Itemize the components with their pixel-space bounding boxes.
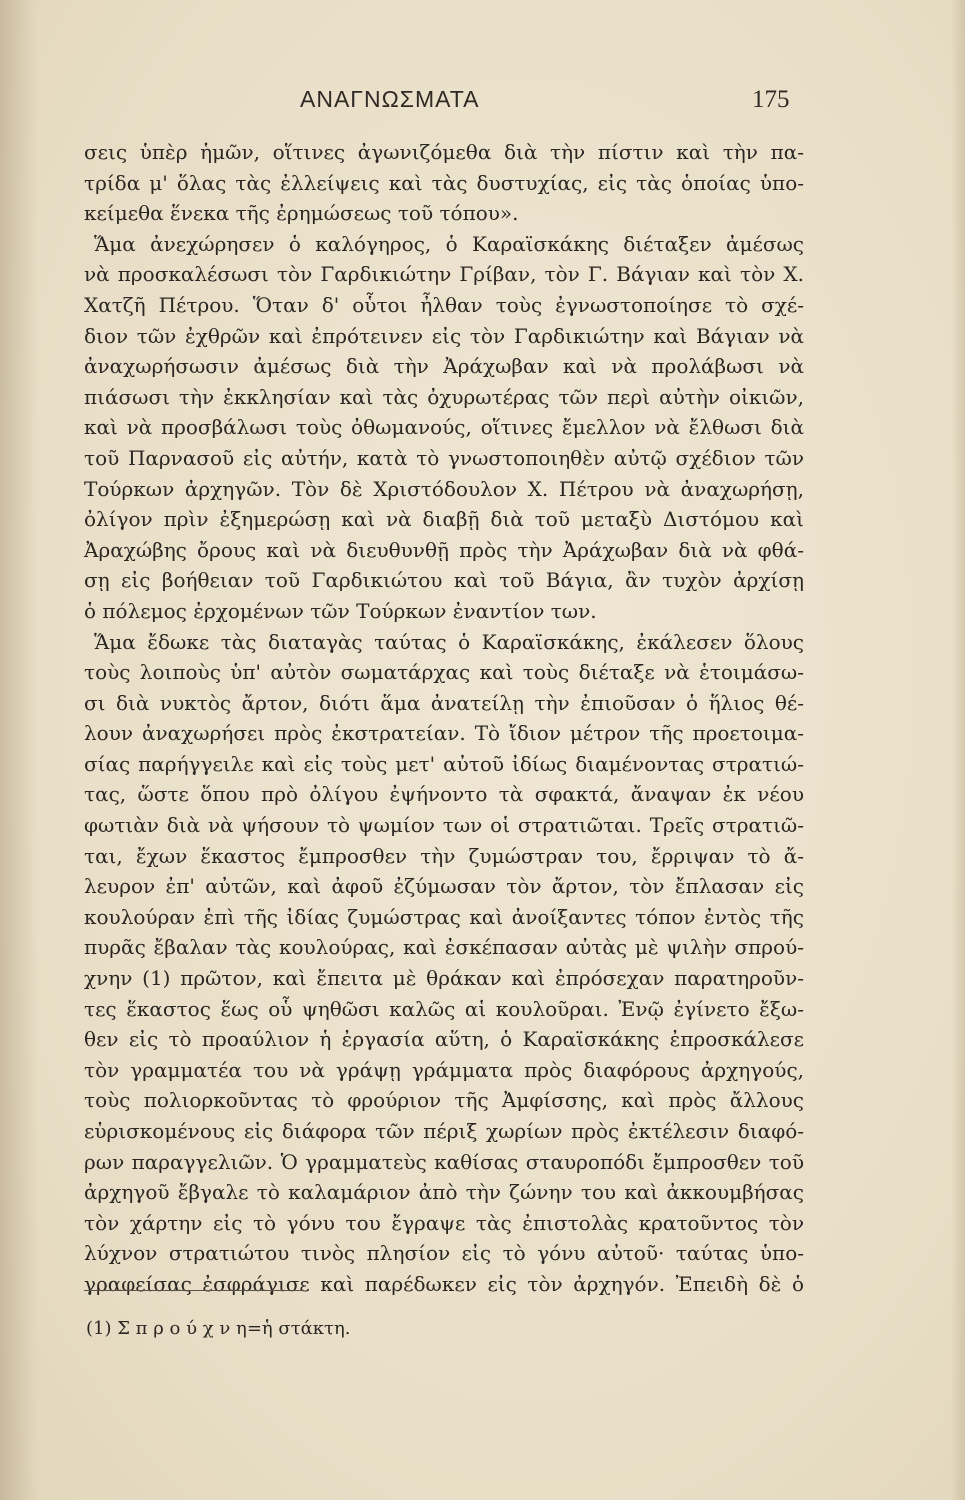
text-line: κείμεθα ἕνεκα τῆς ἐρημώσεως τοῦ τόπου». (84, 201, 519, 226)
text-line: νὰ προσκαλέσωσι τὸν Γαρδικιώτην Γρίβαν, τὸν Γ. Βάγιαν καὶ τὸν Χ. (84, 262, 804, 287)
text-line: γραφείσας ἐσφράγισε καὶ παρέδωκεν εἰς τὸν ἀρχηγόν. Ἐπειδὴ δὲ ὁ (84, 1271, 804, 1296)
text-line: τας, ὥστε ὅπου πρὸ ὀλίγου ἐψήνοντο τὰ σφακτά, ἄναψαν ἐκ νέου (84, 782, 804, 807)
footnote: (1) Σ π ρ ο ύ χ ν η=ἡ στάκτη. (86, 1318, 351, 1339)
text-line: Τούρκων ἀρχηγῶν. Τὸν δὲ Χριστόδουλον Χ. Πέτρου νὰ ἀναχωρήσῃ, (84, 476, 804, 501)
edge-shadow (951, 0, 965, 1500)
text-line: τοὺς λοιποὺς ὑπ' αὐτὸν σωματάρχας καὶ τοὺς διέταξε νὰ ἑτοιμάσω- (84, 660, 804, 685)
text-line: λουν ἀναχωρήσει πρὸς ἐκστρατείαν. Τὸ ἴδιον μέτρον τῆς προετοιμα- (84, 721, 804, 746)
text-line: πιάσωσι τὴν ἐκκλησίαν καὶ τὰς ὀχυρωτέρας τῶν περὶ αὐτὴν οἰκιῶν, (84, 384, 804, 409)
text-line: ὀλίγον πρὶν ἐξημερώσῃ καὶ νὰ διαβῇ διὰ τοῦ μεταξὺ Διστόμου καὶ (84, 507, 804, 532)
text-line: τες ἕκαστος ἕως οὗ ψηθῶσι καλῶς αἱ κουλοῦραι. Ἐνῷ ἐγίνετο ἔξω- (84, 996, 804, 1021)
text-line: Ἅμα ἔδωκε τὰς διαταγὰς ταύτας ὁ Καραϊσκάκης, ἐκάλεσεν ὅλους (94, 629, 804, 654)
text-line: χνην (1) πρῶτον, καὶ ἔπειτα μὲ θράκαν καὶ ἐπρόσεχαν παρατηροῦν- (84, 966, 804, 991)
text-line: σίας παρήγγειλε καὶ εἰς τοὺς μετ' αὐτοῦ ἰδίως διαμένοντας στρατιώ- (84, 751, 804, 776)
text-line: ἀναχωρήσωσιν ἀμέσως διὰ τὴν Ἀράχωβαν καὶ νὰ προλάβωσι νὰ (84, 354, 804, 379)
text-line: τὸν χάρτην εἰς τὸ γόνυ του ἔγραψε τὰς ἐπιστολὰς κρατοῦντος τὸν (84, 1210, 804, 1235)
gutter-shadow (0, 0, 38, 1500)
page-number: 175 (752, 86, 790, 113)
text-line: Χατζῆ Πέτρου. Ὅταν δ' οὗτοι ἦλθαν τοὺς ἐγνωστοποίησε τὸ σχέ- (84, 292, 804, 317)
text-line: πυρᾶς ἔβαλαν τὰς κουλούρας, καὶ ἐσκέπασαν αὐτὰς μὲ ψιλὴν σπρού- (84, 935, 804, 960)
text-line: ἀρχηγοῦ ἔβγαλε τὸ καλαμάριον ἀπὸ τὴν ζώνην του καὶ ἀκκουμβήσας (84, 1180, 804, 1205)
body-text (84, 137, 804, 1300)
text-line: λευρον ἐπ' αὐτῶν, καὶ ἀφοῦ ἐζύμωσαν τὸν ἄρτον, τὸν ἔπλασαν εἰς (84, 874, 804, 899)
text-line: ται, ἔχων ἕκαστος ἔμπροσθεν τὴν ζυμώστραν του, ἔρριψαν τὸ ἄ- (84, 843, 804, 868)
text-line: διον τῶν ἐχθρῶν καὶ ἐπρότεινεν εἰς τὸν Γαρδικιώτην καὶ Βάγιαν νὰ (84, 323, 804, 348)
text-line: λύχνον στρατιώτου τινὸς πλησίον εἰς τὸ γόνυ αὐτοῦ· ταύτας ὑπο- (84, 1241, 804, 1266)
text-line: τὸν γραμματέα του νὰ γράψῃ γράμματα πρὸς διαφόρους ἀρχηγούς, (84, 1057, 804, 1082)
text-line: Ἅμα ἀνεχώρησεν ὁ καλόγηρος, ὁ Καραϊσκάκης διέταξεν ἀμέσως (94, 231, 804, 256)
text-line: Ἀραχώβης ὄρους καὶ νὰ διευθυνθῇ πρὸς τὴν Ἀράχωβαν διὰ νὰ φθά- (84, 537, 804, 562)
text-line: καὶ νὰ προσβάλωσι τοὺς ὀθωμανούς, οἵτινες ἔμελλον νὰ ἔλθωσι διὰ (84, 415, 804, 440)
text-line: σι διὰ νυκτὸς ἄρτον, διότι ἅμα ἀνατείλῃ τὴν ἐπιοῦσαν ὁ ἥλιος θέ- (84, 690, 804, 715)
text-line: θεν εἰς τὸ προαύλιον ἡ ἐργασία αὕτη, ὁ Καραϊσκάκης ἐπροσκάλεσε (84, 1027, 804, 1052)
running-head: ΑΝΑΓΝΩΣΜΑΤΑ (300, 86, 480, 112)
text-line: φωτιὰν διὰ νὰ ψήσουν τὸ ψωμίον των οἱ στρατιῶται. Τρεῖς στρατιῶ- (84, 813, 804, 838)
text-line: σεις ὑπὲρ ἡμῶν, οἵτινες ἀγωνιζόμεθα διὰ τὴν πίστιν καὶ τὴν πα- (84, 140, 804, 164)
text-line: εὑρισκομένους εἰς διάφορα τῶν πέριξ χωρίων πρὸς ἐκτέλεσιν διαφό- (84, 1119, 804, 1143)
footnote-divider (84, 1290, 304, 1291)
text-line: κουλούραν ἐπὶ τῆς ἰδίας ζυμώστρας καὶ ἀνοίξαντες τόπον ἐντὸς τῆς (84, 904, 804, 929)
text-line: ρων παραγγελιῶν. Ὁ γραμματεὺς καθίσας σταυροπόδι ἔμπροσθεν τοῦ (84, 1149, 804, 1174)
text-line: τρίδα μ' ὅλας τὰς ἐλλείψεις καὶ τὰς δυστυχίας, εἰς τὰς ὁποίας ὑπο- (84, 170, 804, 195)
text-line: σῃ εἰς βοήθειαν τοῦ Γαρδικιώτου καὶ τοῦ Βάγια, ἂν τυχὸν ἀρχίσῃ (84, 568, 804, 593)
text-line: τοὺς πολιορκοῦντας τὸ φρούριον τῆς Ἀμφίσσης, καὶ πρὸς ἄλλους (84, 1088, 804, 1113)
text-line: ὁ πόλεμος ἐρχομένων τῶν Τούρκων ἐναντίον των. (84, 598, 597, 623)
text-line: τοῦ Παρνασοῦ εἰς αὐτήν, κατὰ τὸ γνωστοποιηθὲν αὐτῷ σχέδιον τῶν (84, 445, 804, 470)
